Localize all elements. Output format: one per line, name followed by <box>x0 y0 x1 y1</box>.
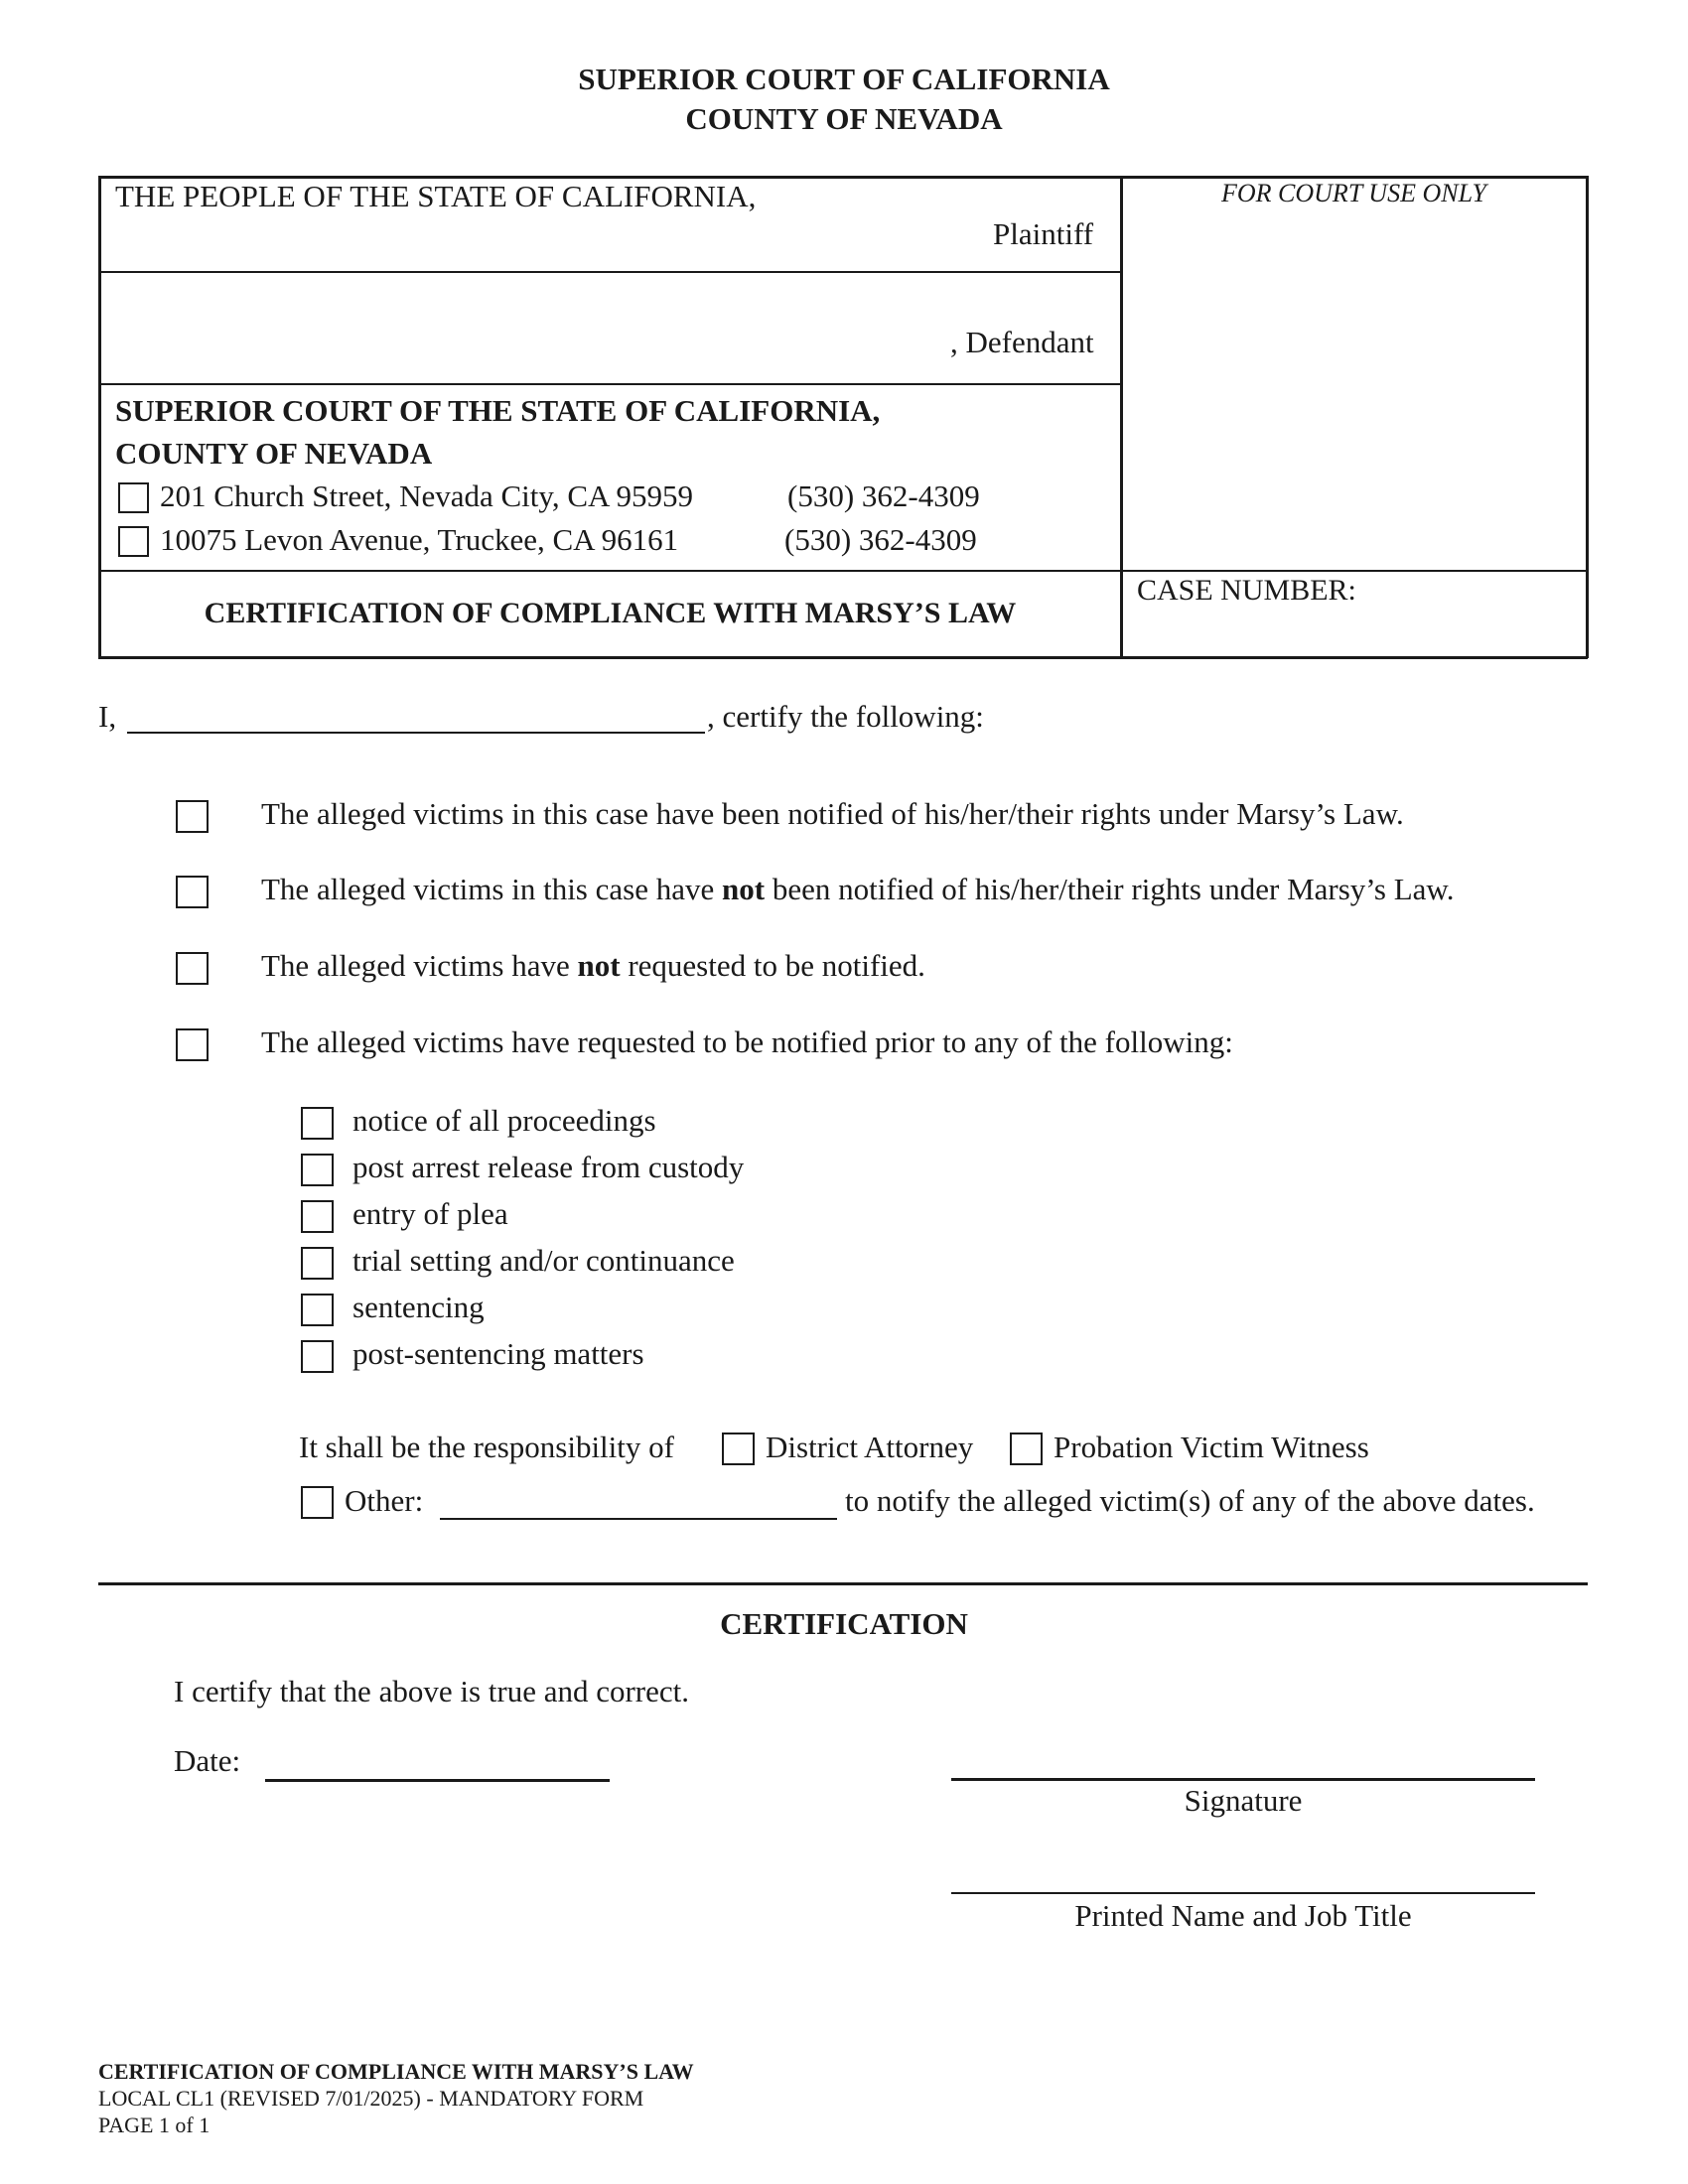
location-address: 10075 Levon Avenue, Truckee, CA 96161 <box>160 522 679 557</box>
option-text: The alleged victims in this case have been notified of his/her/their rights under Marsy’s Law. <box>261 796 1404 831</box>
date-line[interactable] <box>265 1779 610 1782</box>
location-checkbox[interactable] <box>118 482 149 513</box>
sub-option-label: post arrest release from custody <box>352 1150 745 1184</box>
certification-heading: CERTIFICATION <box>720 1606 968 1641</box>
form-title: CERTIFICATION OF COMPLIANCE WITH MARSY’S LAW <box>204 597 1017 629</box>
sub-option-checkbox[interactable] <box>301 1107 334 1140</box>
certification-statement: I certify that the above is true and correct. <box>174 1674 690 1708</box>
sub-option-checkbox[interactable] <box>301 1154 334 1186</box>
option-checkbox[interactable] <box>176 876 209 908</box>
printed-name-label: Printed Name and Job Title <box>1074 1898 1412 1933</box>
location-address: 201 Church Street, Nevada City, CA 95959 <box>160 478 693 513</box>
certify-suffix: , certify the following: <box>707 699 984 734</box>
court-name-line1: SUPERIOR COURT OF THE STATE OF CALIFORNIA, <box>115 393 881 428</box>
sub-option-checkbox[interactable] <box>301 1340 334 1373</box>
section-divider <box>98 1582 1588 1585</box>
responsibility-checkbox[interactable] <box>1010 1433 1043 1465</box>
responsibility-prefix: It shall be the responsibility of <box>299 1430 674 1464</box>
sub-option-checkbox[interactable] <box>301 1294 334 1326</box>
option-checkbox[interactable] <box>176 952 209 985</box>
option-checkbox[interactable] <box>176 1028 209 1061</box>
sub-option-label: trial setting and/or continuance <box>352 1243 735 1278</box>
sub-option-checkbox[interactable] <box>301 1247 334 1280</box>
option-checkbox[interactable] <box>176 800 209 833</box>
signature-label: Signature <box>1184 1783 1303 1818</box>
certify-prefix: I, <box>98 699 117 734</box>
responsibility-label: Probation Victim Witness <box>1054 1430 1369 1464</box>
court-header-line2: COUNTY OF NEVADA <box>685 101 1003 136</box>
option-text: The alleged victims have requested to be notified prior to any of the following: <box>261 1024 1233 1059</box>
footer-form-id: LOCAL CL1 (REVISED 7/01/2025) - MANDATORY FORM <box>98 2086 644 2111</box>
court-use-only-label: FOR COURT USE ONLY <box>1221 179 1486 207</box>
responsibility-checkbox[interactable] <box>722 1433 755 1465</box>
responsibility-checkbox[interactable] <box>301 1486 334 1519</box>
responsibility-label: District Attorney <box>766 1430 974 1464</box>
location-phone: (530) 362-4309 <box>787 478 980 513</box>
date-label: Date: <box>174 1743 241 1778</box>
sub-option-label: entry of plea <box>352 1196 508 1231</box>
case-number-field[interactable] <box>1137 614 1574 647</box>
court-name-line2: COUNTY OF NEVADA <box>115 436 433 471</box>
option-text: The alleged victims have not requested to be notified. <box>261 948 925 983</box>
other-responsible-line[interactable] <box>440 1518 837 1520</box>
footer-page: PAGE 1 of 1 <box>98 2113 211 2137</box>
responsibility-label: Other: <box>345 1483 424 1518</box>
plaintiff-name: THE PEOPLE OF THE STATE OF CALIFORNIA, <box>115 179 757 213</box>
responsibility-suffix: to notify the alleged victim(s) of any of the above dates. <box>845 1483 1535 1518</box>
sub-option-label: sentencing <box>352 1290 485 1324</box>
defendant-label: , Defendant <box>950 325 1094 359</box>
plaintiff-label: Plaintiff <box>993 216 1094 251</box>
sub-option-checkbox[interactable] <box>301 1200 334 1233</box>
certifier-name-line[interactable] <box>127 732 705 734</box>
location-phone: (530) 362-4309 <box>784 522 977 557</box>
court-header-line1: SUPERIOR COURT OF CALIFORNIA <box>578 62 1110 96</box>
location-checkbox[interactable] <box>118 526 149 557</box>
signature-line[interactable] <box>951 1778 1535 1781</box>
footer-title: CERTIFICATION OF COMPLIANCE WITH MARSY’S LAW <box>98 2059 694 2084</box>
sub-option-label: notice of all proceedings <box>352 1103 656 1138</box>
sub-option-label: post-sentencing matters <box>352 1336 644 1371</box>
option-text: The alleged victims in this case have not been notified of his/her/their rights under Marsy’s Law. <box>261 872 1455 906</box>
printed-name-line[interactable] <box>951 1892 1535 1894</box>
case-number-label: CASE NUMBER: <box>1137 574 1356 607</box>
